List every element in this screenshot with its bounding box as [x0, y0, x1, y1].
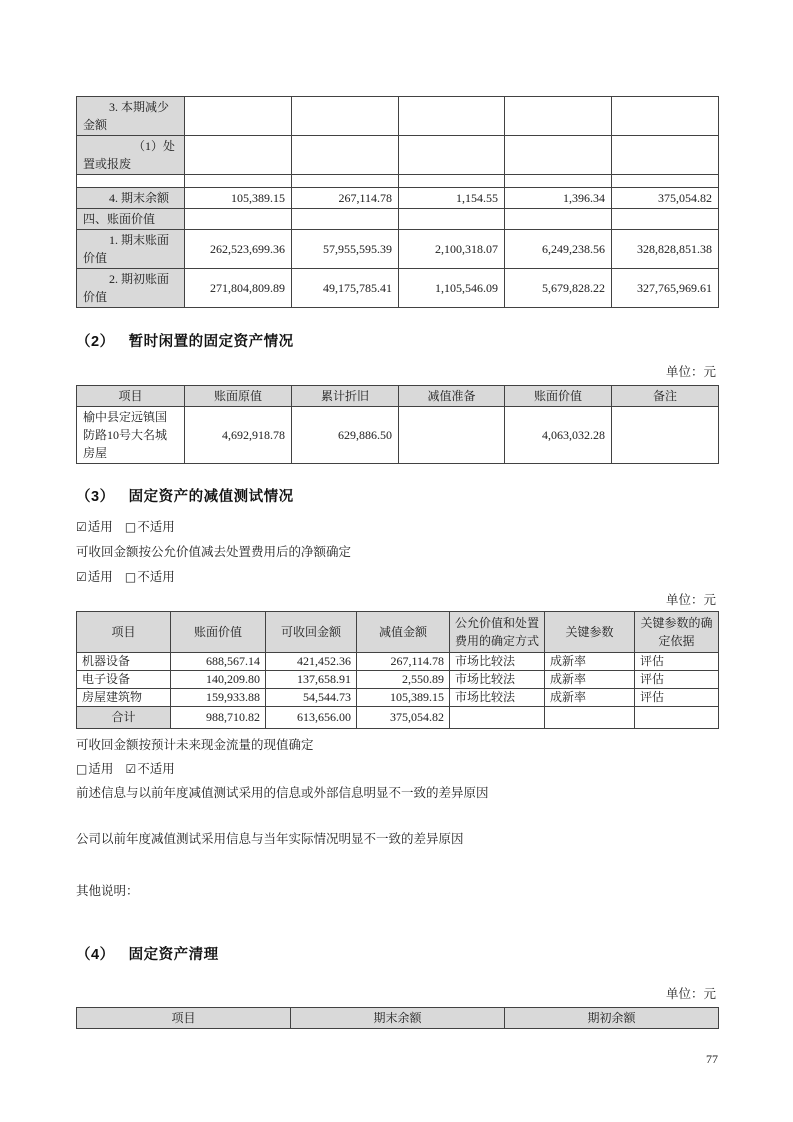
row-label: 电子设备 — [77, 671, 171, 689]
row-label: 榆中县定远镇国防路10号大名城房屋 — [77, 407, 185, 464]
table-cell: 2,100,318.07 — [399, 230, 505, 269]
unit-label: 单位：元 — [665, 987, 716, 1001]
table-cell: 267,114.78 — [357, 653, 450, 671]
table-cell — [185, 97, 292, 136]
row-label: 2. 期初账面价值 — [77, 269, 185, 308]
table-cell: 54,544.73 — [266, 689, 357, 707]
table-cell — [505, 175, 612, 188]
table-cell: 375,054.82 — [357, 707, 450, 729]
table-row — [77, 188, 719, 209]
row-label: 1. 期末账面价值 — [77, 230, 185, 269]
table-cell: 市场比较法 — [450, 689, 545, 707]
table-cell — [185, 175, 292, 188]
column-header: 备注 — [612, 386, 719, 407]
table-cell — [399, 97, 505, 136]
section-title: 固定资产清理 — [128, 947, 219, 963]
column-header: 账面价值 — [505, 386, 612, 407]
checkbox-unchecked-icon: □ — [124, 520, 137, 534]
present-value-note: 可收回金额按预计未来现金流量的现值确定 — [76, 738, 314, 752]
checkbox-label: 不适用 — [137, 570, 175, 584]
section-number: （3） — [76, 489, 115, 505]
column-header: 关键参数 — [545, 612, 635, 653]
section-title: 固定资产的减值测试情况 — [128, 489, 294, 505]
fair-value-note: 可收回金额按公允价值减去处置费用后的净额确定 — [76, 545, 352, 559]
column-header: 账面价值 — [171, 612, 266, 653]
table-cell: 688,567.14 — [171, 653, 266, 671]
table-cell: 328,828,851.38 — [612, 230, 719, 269]
table-cell: 105,389.15 — [185, 188, 292, 209]
table-cell — [185, 136, 292, 175]
table-cell: 629,886.50 — [292, 407, 399, 464]
column-header: 项目 — [77, 386, 185, 407]
header-row — [77, 612, 719, 653]
checkbox-checked-icon: ☑ — [76, 520, 87, 534]
table-cell: 市场比较法 — [450, 671, 545, 689]
column-header: 减值金额 — [357, 612, 450, 653]
table-row — [77, 230, 719, 269]
table-cell: 4,063,032.28 — [505, 407, 612, 464]
row-label: 合计 — [77, 707, 171, 729]
section-title: 暂时闲置的固定资产情况 — [128, 334, 294, 350]
section-number: （4） — [76, 947, 115, 963]
table-cell: 评估 — [635, 653, 719, 671]
applicability-line-3 — [76, 762, 718, 777]
row-label — [77, 175, 185, 188]
column-header: 关键参数的确定依据 — [635, 612, 719, 653]
checkbox-label: 适用 — [87, 570, 113, 584]
row-label: （1）处置或报废 — [77, 136, 185, 175]
unit-label: 单位：元 — [665, 593, 716, 607]
column-header: 账面原值 — [185, 386, 292, 407]
column-header: 累计折旧 — [292, 386, 399, 407]
table-cell: 1,154.55 — [399, 188, 505, 209]
table-cell: 成新率 — [545, 671, 635, 689]
table-row — [77, 671, 719, 689]
row-label: 房屋建筑物 — [77, 689, 171, 707]
table-cell: 成新率 — [545, 689, 635, 707]
diff-reason-prior-note: 前述信息与以前年度减值测试采用的信息或外部信息明显不一致的差异原因 — [76, 786, 489, 800]
table-cell — [399, 209, 505, 230]
table-cell: 2,550.89 — [357, 671, 450, 689]
table-cell: 4,692,918.78 — [185, 407, 292, 464]
section-4-heading — [76, 943, 718, 964]
table-cell: 评估 — [635, 671, 719, 689]
table-cell: 271,804,809.89 — [185, 269, 292, 308]
column-header: 期初余额 — [505, 1008, 719, 1029]
diff-reason-actual-note: 公司以前年度减值测试采用信息与当年实际情况明显不一致的差异原因 — [76, 832, 464, 846]
table-cell: 988,710.82 — [171, 707, 266, 729]
header-row — [77, 386, 719, 407]
table-cell: 137,658.91 — [266, 671, 357, 689]
checkbox-label: 适用 — [88, 762, 114, 776]
table-cell — [292, 97, 399, 136]
table-cell: 327,765,969.61 — [612, 269, 719, 308]
table-row — [77, 407, 719, 464]
idle-fixed-assets-table — [76, 385, 719, 464]
row-label: 机器设备 — [77, 653, 171, 671]
table-cell — [399, 136, 505, 175]
total-row — [77, 707, 719, 729]
column-header: 公允价值和处置费用的确定方式 — [450, 612, 545, 653]
table-cell — [505, 209, 612, 230]
table-cell — [292, 136, 399, 175]
table-cell: 成新率 — [545, 653, 635, 671]
table-row — [77, 209, 719, 230]
table-cell — [399, 407, 505, 464]
table-cell — [292, 175, 399, 188]
page-content — [76, 96, 718, 1067]
section-3-heading — [76, 485, 718, 506]
checkbox-label: 适用 — [87, 520, 113, 534]
header-row — [77, 1008, 719, 1029]
impairment-test-table — [76, 611, 719, 729]
table-row — [77, 269, 719, 308]
table-cell — [399, 175, 505, 188]
table-cell: 159,933.88 — [171, 689, 266, 707]
column-header: 减值准备 — [399, 386, 505, 407]
disposal-of-fixed-assets-table — [76, 1007, 719, 1029]
checkbox-checked-icon: ☑ — [125, 762, 137, 776]
other-note-label: 其他说明： — [76, 884, 139, 898]
row-label: 4. 期末余额 — [77, 188, 185, 209]
table-cell: 49,175,785.41 — [292, 269, 399, 308]
table-cell — [545, 707, 635, 729]
table-cell: 评估 — [635, 689, 719, 707]
table-cell: 262,523,699.36 — [185, 230, 292, 269]
table-cell — [612, 97, 719, 136]
table-cell: 421,452.36 — [266, 653, 357, 671]
fixed-assets-movement-table — [76, 96, 719, 308]
checkbox-label: 不适用 — [137, 520, 175, 534]
table-cell — [292, 209, 399, 230]
table-row — [77, 97, 719, 136]
row-label: 3. 本期减少金额 — [77, 97, 185, 136]
page-number: 77 — [706, 1052, 718, 1066]
table-row — [77, 175, 719, 188]
table-cell — [505, 136, 612, 175]
column-header: 项目 — [77, 1008, 291, 1029]
table-cell — [635, 707, 719, 729]
table-cell: 105,389.15 — [357, 689, 450, 707]
table-cell: 140,209.80 — [171, 671, 266, 689]
checkbox-unchecked-icon: □ — [124, 570, 137, 584]
checkbox-label: 不适用 — [137, 762, 175, 776]
table-cell — [450, 707, 545, 729]
table-cell: 57,955,595.39 — [292, 230, 399, 269]
row-label: 四、账面价值 — [77, 209, 185, 230]
table-cell: 267,114.78 — [292, 188, 399, 209]
table-cell: 613,656.00 — [266, 707, 357, 729]
column-header: 期末余额 — [291, 1008, 505, 1029]
table-cell — [505, 97, 612, 136]
table-cell — [612, 209, 719, 230]
table-cell — [612, 407, 719, 464]
table-row — [77, 136, 719, 175]
applicability-line-2 — [76, 570, 718, 585]
table-cell: 市场比较法 — [450, 653, 545, 671]
table-row — [77, 689, 719, 707]
table-cell — [612, 175, 719, 188]
table-cell: 1,105,546.09 — [399, 269, 505, 308]
column-header: 项目 — [77, 612, 171, 653]
column-header: 可收回金额 — [266, 612, 357, 653]
table-cell: 375,054.82 — [612, 188, 719, 209]
table-cell: 1,396.34 — [505, 188, 612, 209]
table-cell: 5,679,828.22 — [505, 269, 612, 308]
table-cell — [185, 209, 292, 230]
applicability-line-1 — [76, 520, 718, 535]
checkbox-unchecked-icon: □ — [76, 762, 88, 776]
table-cell — [612, 136, 719, 175]
section-2-heading — [76, 330, 718, 351]
table-row — [77, 653, 719, 671]
checkbox-checked-icon: ☑ — [76, 570, 87, 584]
table-cell: 6,249,238.56 — [505, 230, 612, 269]
unit-label: 单位：元 — [665, 365, 716, 379]
section-number: （2） — [76, 334, 115, 350]
